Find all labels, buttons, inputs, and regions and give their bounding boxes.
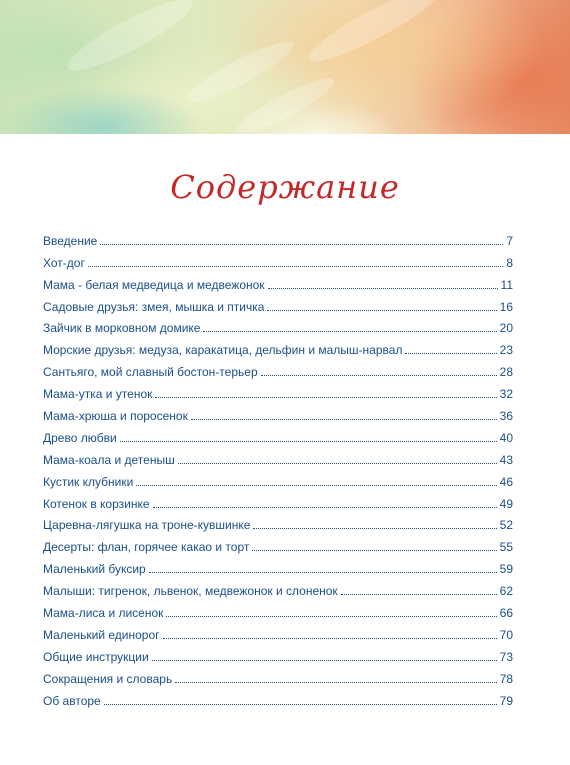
toc-entry-title: Маленький единорог <box>43 627 160 642</box>
toc-entry-title: Царевна-лягушка на троне-кувшинке <box>43 518 251 533</box>
dot-leader <box>405 353 496 354</box>
toc-entry-page-number: 7 <box>506 233 513 248</box>
dot-leader <box>203 331 496 332</box>
toc-entry[interactable] <box>43 270 513 292</box>
toc-entry-title: Об авторе <box>43 693 101 708</box>
toc-entry[interactable] <box>43 226 513 248</box>
toc-entry-page-number: 62 <box>499 584 513 599</box>
toc-entry-title: Мама-коала и детеныш <box>43 452 175 467</box>
toc-entry[interactable] <box>43 554 513 576</box>
dot-leader <box>120 441 497 442</box>
toc-entry-page-number: 55 <box>499 540 513 555</box>
toc-entry-page-number: 32 <box>499 387 513 402</box>
page-title: Содержание <box>170 168 400 206</box>
toc-entry-page-number: 11 <box>500 277 513 292</box>
toc-entry[interactable] <box>43 576 513 598</box>
toc-entry-title: Маленький буксир <box>43 562 146 577</box>
dot-leader <box>153 507 497 508</box>
dot-leader <box>152 660 497 661</box>
toc-entry-title: Мама-хрюша и поросенок <box>43 409 188 424</box>
toc-entry-title: Мама-лиса и лисенок <box>43 606 164 621</box>
toc-entry-page-number: 36 <box>499 409 513 424</box>
toc-entry-page-number: 23 <box>499 343 513 358</box>
toc-entry-page-number: 52 <box>499 518 513 533</box>
dot-leader <box>178 463 497 464</box>
toc-entry[interactable] <box>43 423 513 445</box>
toc-entry-page-number: 66 <box>499 606 513 621</box>
toc-entry[interactable] <box>43 511 513 533</box>
toc-entry-page-number: 59 <box>499 562 513 577</box>
toc-entry[interactable] <box>43 642 513 664</box>
dot-leader <box>267 310 496 311</box>
toc-entry-page-number: 8 <box>506 255 513 270</box>
dot-leader <box>163 638 497 639</box>
toc-entry-title: Хот-дог <box>43 255 85 270</box>
table-of-contents <box>43 226 513 708</box>
dot-leader <box>191 419 497 420</box>
dot-leader <box>155 397 496 398</box>
toc-entry-page-number: 28 <box>499 365 513 380</box>
toc-entry-page-number: 78 <box>499 671 513 686</box>
toc-entry[interactable] <box>43 489 513 511</box>
dot-leader <box>136 485 496 486</box>
toc-entry[interactable] <box>43 445 513 467</box>
toc-entry-page-number: 20 <box>499 321 513 336</box>
toc-entry[interactable] <box>43 664 513 686</box>
toc-entry-page-number: 79 <box>499 693 513 708</box>
toc-entry[interactable] <box>43 335 513 357</box>
toc-entry-title: Введение <box>43 233 98 248</box>
dot-leader <box>261 375 497 376</box>
toc-entry-page-number: 70 <box>499 627 513 642</box>
dot-leader <box>268 288 498 289</box>
toc-entry-title: Малыши: тигренок, львенок, медвежонок и слоненок <box>43 584 338 599</box>
toc-entry[interactable] <box>43 379 513 401</box>
toc-entry-title: Зайчик в морковном домике <box>43 321 201 336</box>
toc-entry-title: Общие инструкции <box>43 649 149 664</box>
toc-entry-title: Котенок в корзинке <box>43 496 150 511</box>
toc-entry-page-number: 16 <box>499 299 513 314</box>
toc-entry[interactable] <box>43 598 513 620</box>
dot-leader <box>175 682 496 683</box>
toc-entry-title: Мама-утка и утенок <box>43 387 153 402</box>
toc-entry-title: Кустик клубники <box>43 474 134 489</box>
toc-entry[interactable] <box>43 248 513 270</box>
toc-entry-title: Морские друзья: медуза, каракатица, дельфин и малыш-нарвал <box>43 343 403 358</box>
dot-leader <box>100 244 503 245</box>
toc-entry-title: Десерты: флан, горячее какао и торт <box>43 540 250 555</box>
header-illustration <box>0 0 570 134</box>
toc-entry-page-number: 49 <box>499 496 513 511</box>
toc-entry[interactable] <box>43 292 513 314</box>
dot-leader <box>252 550 496 551</box>
toc-entry[interactable] <box>43 467 513 489</box>
toc-entry[interactable] <box>43 620 513 642</box>
toc-entry-page-number: 73 <box>499 649 513 664</box>
toc-entry[interactable] <box>43 357 513 379</box>
dot-leader <box>253 528 496 529</box>
toc-entry-title: Мама - белая медведица и медвежонок <box>43 277 265 292</box>
toc-entry[interactable] <box>43 686 513 708</box>
toc-entry-title: Сокращения и словарь <box>43 671 173 686</box>
dot-leader <box>104 704 497 705</box>
dot-leader <box>149 572 497 573</box>
toc-entry-title: Древо любви <box>43 430 117 445</box>
toc-entry-title: Сантьяго, мой славный бостон-терьер <box>43 365 258 380</box>
toc-entry-page-number: 46 <box>499 474 513 489</box>
toc-entry[interactable] <box>43 314 513 336</box>
dot-leader <box>88 266 503 267</box>
toc-entry-page-number: 40 <box>499 430 513 445</box>
toc-entry-page-number: 43 <box>499 452 513 467</box>
dot-leader <box>341 594 497 595</box>
toc-entry[interactable] <box>43 532 513 554</box>
toc-entry-title: Садовые друзья: змея, мышка и птичка <box>43 299 265 314</box>
dot-leader <box>166 616 496 617</box>
toc-entry[interactable] <box>43 401 513 423</box>
